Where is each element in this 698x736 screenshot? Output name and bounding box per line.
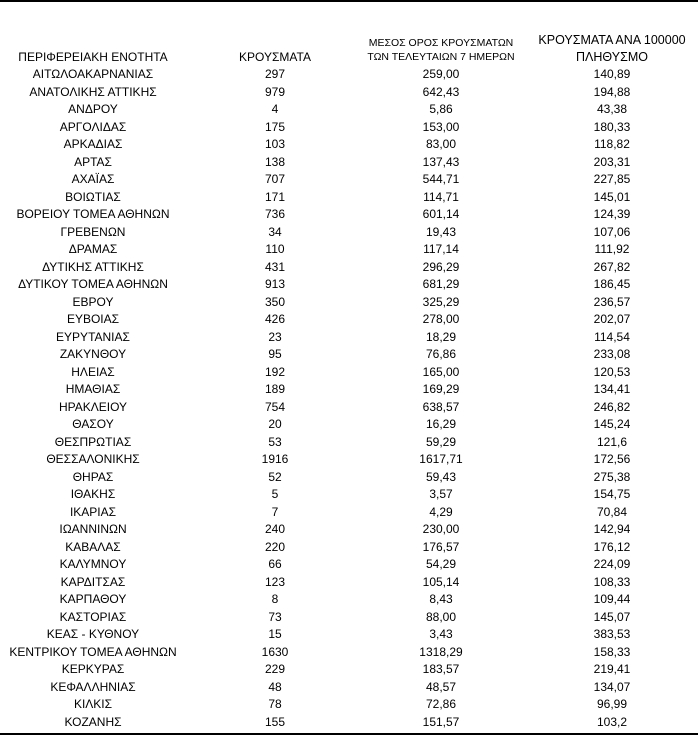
cases-cell: 155 (264, 714, 286, 729)
region-cell: ΚΕΝΤΡΙΚΟΥ ΤΟΜΕΑ ΑΘΗΝΩΝ (9, 644, 177, 659)
avg-7days-cell: 681,29 (422, 277, 460, 291)
cases-cell: 426 (264, 312, 286, 326)
cases-cell: 913 (264, 277, 286, 291)
per-100k-cell: 267,82 (593, 259, 631, 274)
avg-7days-cell: 165,00 (422, 364, 460, 379)
avg-7days-cell: 105,14 (422, 574, 460, 589)
table-row (0, 171, 698, 189)
avg-7days-cell: 48,57 (425, 679, 457, 694)
header-avg-line1: ΜΕΣΟΣ ΟΡΟΣ ΚΡΟΥΣΜΑΤΩΝ (368, 37, 514, 49)
per-100k-cell: 203,31 (593, 154, 631, 169)
region-cell: ΔΥΤΙΚΗΣ ΑΤΤΙΚΗΣ (42, 259, 144, 274)
avg-7days-cell: 325,29 (422, 294, 460, 309)
cases-cell: 4 (271, 102, 279, 116)
region-cell: ΑΡΚΑΔΙΑΣ (63, 137, 123, 151)
header-per-100k (528, 32, 696, 66)
per-100k-cell: 134,41 (593, 382, 631, 396)
per-100k-cell: 140,89 (593, 67, 631, 81)
avg-7days-cell: 117,14 (423, 242, 459, 256)
cases-cell: 23 (268, 329, 282, 344)
cases-cell: 431 (264, 259, 286, 274)
avg-7days-cell: 151,57 (422, 714, 460, 729)
table-row (0, 276, 698, 294)
per-100k-cell: 172,56 (593, 452, 631, 466)
region-cell: ΕΥΒΟΙΑΣ (66, 312, 120, 326)
avg-7days-cell: 230,00 (422, 522, 460, 536)
per-100k-cell: 383,53 (593, 627, 631, 641)
per-100k-cell: 142,94 (593, 522, 631, 536)
avg-7days-cell: 8,43 (429, 592, 453, 606)
per-100k-cell: 114,54 (594, 329, 630, 344)
region-cell: ΑΡΓΟΛΙΔΑΣ (59, 119, 127, 134)
header-per100k-line1: ΚΡΟΥΣΜΑΤΑ ΑΝΑ 100000 (538, 33, 686, 47)
cases-cell: 95 (268, 347, 282, 361)
avg-7days-cell: 153,00 (422, 119, 460, 134)
cases-cell: 15 (268, 627, 282, 641)
cases-cell: 73 (268, 609, 282, 624)
avg-7days-cell: 278,00 (422, 312, 460, 326)
per-100k-cell: 145,01 (593, 189, 631, 204)
cases-cell: 123 (264, 574, 286, 589)
cases-cell: 5 (271, 487, 279, 501)
cases-cell: 192 (264, 364, 286, 379)
avg-7days-cell: 176,57 (422, 539, 460, 554)
per-100k-cell: 224,09 (593, 557, 631, 571)
region-cell: ΚΙΛΚΙΣ (73, 697, 113, 711)
table-row (0, 521, 698, 539)
table-row (0, 84, 698, 102)
cases-cell: 240 (264, 522, 286, 536)
table-row (0, 591, 698, 609)
cases-cell: 138 (264, 154, 286, 169)
region-cell: ΚΕΑΣ - ΚΥΘΝΟΥ (46, 627, 140, 641)
cases-cell: 171 (264, 189, 286, 204)
region-cell: ΚΑΡΔΙΤΣΑΣ (60, 574, 126, 589)
per-100k-cell: 158,33 (593, 644, 631, 659)
region-cell: ΑΡΤΑΣ (74, 154, 112, 169)
table-row (0, 504, 698, 522)
header-cases: ΚΡΟΥΣΜΑΤΑ (239, 50, 311, 64)
table-row (0, 556, 698, 574)
cases-cell: 52 (268, 469, 282, 484)
avg-7days-cell: 642,43 (422, 84, 460, 99)
region-cell: ΘΕΣΣΑΛΟΝΙΚΗΣ (46, 452, 140, 466)
per-100k-cell: 145,24 (593, 417, 631, 431)
avg-7days-cell: 18,29 (425, 329, 457, 344)
table-row (0, 224, 698, 242)
region-cell: ΙΚΑΡΙΑΣ (69, 504, 117, 519)
per-100k-cell: 111,92 (594, 242, 630, 256)
avg-7days-cell: 19,43 (425, 224, 457, 239)
cases-cell: 53 (268, 434, 282, 449)
header-per100k-line2: ΠΛΗΘΥΣΜΟ (576, 50, 648, 64)
table-body (0, 66, 698, 731)
per-100k-cell: 107,06 (593, 224, 631, 239)
cases-cell: 297 (264, 67, 286, 81)
region-cell: ΘΕΣΠΡΩΤΙΑΣ (54, 434, 132, 449)
avg-7days-cell: 1318,29 (419, 644, 463, 659)
region-cell: ΓΡΕΒΕΝΩΝ (60, 224, 126, 239)
per-100k-cell: 180,33 (593, 119, 631, 134)
header-region: ΠΕΡΙΦΕΡΕΙΑΚΗ ΕΝΟΤΗΤΑ (18, 50, 168, 64)
per-100k-cell: 236,57 (593, 294, 631, 309)
table-row (0, 66, 698, 84)
header-avg-line2: ΤΩΝ ΤΕΛΕΥΤΑΙΩΝ 7 ΗΜΕΡΩΝ (367, 51, 515, 63)
cases-cell: 754 (264, 399, 286, 414)
table-row (0, 451, 698, 469)
per-100k-cell: 194,88 (593, 84, 631, 99)
table-row (0, 469, 698, 487)
table-row (0, 416, 698, 434)
per-100k-cell: 219,41 (593, 662, 631, 676)
table-row (0, 399, 698, 417)
avg-7days-cell: 601,14 (422, 207, 460, 221)
per-100k-cell: 154,75 (593, 487, 631, 501)
cases-cell: 78 (268, 697, 282, 711)
region-cell: ΖΑΚΥΝΘΟΥ (59, 347, 127, 361)
table-row (0, 346, 698, 364)
region-cell: ΑΧΑΪΑΣ (71, 172, 115, 186)
per-100k-cell: 233,08 (593, 347, 631, 361)
table-row (0, 486, 698, 504)
table-row (0, 189, 698, 207)
avg-7days-cell: 54,29 (425, 557, 457, 571)
table-row (0, 539, 698, 557)
region-cell: ΗΡΑΚΛΕΙΟΥ (58, 399, 128, 414)
per-100k-cell: 96,99 (596, 697, 628, 711)
per-100k-cell: 176,12 (593, 539, 631, 554)
region-cell: ΒΟΙΩΤΙΑΣ (65, 189, 121, 204)
table-row (0, 696, 698, 714)
table-row (0, 574, 698, 592)
table-row (0, 644, 698, 662)
avg-7days-cell: 59,43 (425, 469, 457, 484)
per-100k-cell: 120,53 (593, 364, 631, 379)
table-row (0, 294, 698, 312)
per-100k-cell: 70,84 (596, 504, 628, 519)
cases-cell: 66 (268, 557, 282, 571)
table-row (0, 259, 698, 277)
table-row (0, 241, 698, 259)
table-row (0, 329, 698, 347)
avg-7days-cell: 544,71 (422, 172, 460, 186)
avg-7days-cell: 83,00 (425, 137, 457, 151)
avg-7days-cell: 137,43 (422, 154, 460, 169)
per-100k-cell: 145,07 (593, 609, 631, 624)
region-cell: ΗΛΕΙΑΣ (71, 364, 115, 379)
cases-cell: 20 (268, 417, 282, 431)
cases-cell: 8 (271, 592, 279, 606)
region-cell: ΙΩΑΝΝΙΝΩΝ (59, 522, 127, 536)
cases-cell: 736 (264, 207, 286, 221)
avg-7days-cell: 59,29 (425, 434, 457, 449)
region-cell: ΚΟΖΑΝΗΣ (64, 714, 122, 729)
table-row (0, 679, 698, 697)
avg-7days-cell: 3,57 (429, 487, 453, 501)
avg-7days-cell: 3,43 (429, 627, 453, 641)
avg-7days-cell: 638,57 (422, 399, 460, 414)
region-cell: ΚΑΛΥΜΝΟΥ (59, 557, 127, 571)
cases-cell: 34 (268, 224, 282, 239)
bottom-rule (0, 733, 698, 735)
table-row (0, 661, 698, 679)
cases-cell: 110 (265, 242, 285, 256)
table-row (0, 714, 698, 732)
cases-cell: 979 (264, 84, 286, 99)
per-100k-cell: 109,44 (593, 592, 631, 606)
cases-cell: 707 (264, 172, 286, 186)
table-row (0, 136, 698, 154)
header-avg-7days (355, 36, 527, 64)
per-100k-cell: 103,2 (596, 714, 628, 729)
per-100k-cell: 202,07 (593, 312, 631, 326)
per-100k-cell: 134,07 (593, 679, 631, 694)
cases-cell: 1630 (261, 644, 289, 659)
table-row (0, 434, 698, 452)
table-row (0, 119, 698, 137)
table-row (0, 154, 698, 172)
per-100k-cell: 124,39 (593, 207, 631, 221)
cases-cell: 103 (264, 137, 286, 151)
cases-cell: 1916 (261, 452, 289, 466)
avg-7days-cell: 72,86 (425, 697, 457, 711)
region-cell: ΗΜΑΘΙΑΣ (65, 382, 121, 396)
region-cell: ΚΕΡΚΥΡΑΣ (61, 662, 125, 676)
per-100k-cell: 108,33 (593, 574, 631, 589)
per-100k-cell: 275,38 (593, 469, 631, 484)
table-row (0, 101, 698, 119)
table-row (0, 311, 698, 329)
per-100k-cell: 121,6 (596, 434, 628, 449)
cases-cell: 7 (271, 504, 279, 519)
region-cell: ΑΝΔΡΟΥ (68, 102, 118, 116)
region-cell: ΑΝΑΤΟΛΙΚΗΣ ΑΤΤΙΚΗΣ (29, 84, 157, 99)
cases-cell: 229 (264, 662, 286, 676)
region-cell: ΚΕΦΑΛΛΗΝΙΑΣ (50, 679, 136, 694)
region-cell: ΚΑΒΑΛΑΣ (65, 539, 121, 554)
region-cell: ΘΑΣΟΥ (72, 417, 114, 431)
table-row (0, 381, 698, 399)
per-100k-cell: 186,45 (593, 277, 631, 291)
avg-7days-cell: 88,00 (425, 609, 457, 624)
table-row (0, 609, 698, 627)
avg-7days-cell: 169,29 (422, 382, 460, 396)
cases-cell: 220 (264, 539, 286, 554)
region-cell: ΒΟΡΕΙΟΥ ΤΟΜΕΑ ΑΘΗΝΩΝ (16, 207, 170, 221)
cases-cell: 175 (264, 119, 286, 134)
per-100k-cell: 227,85 (593, 172, 631, 186)
region-cell: ΚΑΣΤΟΡΙΑΣ (59, 609, 127, 624)
per-100k-cell: 246,82 (593, 399, 631, 414)
per-100k-cell: 118,82 (594, 137, 630, 151)
avg-7days-cell: 5,86 (429, 102, 453, 116)
region-cell: ΙΘΑΚΗΣ (70, 487, 116, 501)
region-cell: ΑΙΤΩΛΟΑΚΑΡΝΑΝΙΑΣ (32, 67, 154, 81)
table-row (0, 364, 698, 382)
table-row (0, 206, 698, 224)
region-cell: ΔΥΤΙΚΟΥ ΤΟΜΕΑ ΑΘΗΝΩΝ (18, 277, 168, 291)
avg-7days-cell: 296,29 (422, 259, 460, 274)
region-cell: ΕΥΡΥΤΑΝΙΑΣ (56, 329, 130, 344)
avg-7days-cell: 259,00 (422, 67, 460, 81)
avg-7days-cell: 1617,71 (419, 452, 463, 466)
cases-cell: 48 (268, 679, 282, 694)
avg-7days-cell: 16,29 (425, 417, 457, 431)
table-row (0, 626, 698, 644)
cases-cell: 350 (264, 294, 286, 309)
avg-7days-cell: 183,57 (422, 662, 460, 676)
region-cell: ΚΑΡΠΑΘΟΥ (59, 592, 127, 606)
cases-cell: 189 (264, 382, 286, 396)
avg-7days-cell: 4,29 (429, 504, 453, 519)
table-header (0, 28, 698, 66)
top-rule (0, 0, 698, 2)
avg-7days-cell: 114,71 (423, 189, 459, 204)
per-100k-cell: 43,38 (596, 102, 628, 116)
region-cell: ΘΗΡΑΣ (72, 469, 114, 484)
avg-7days-cell: 76,86 (425, 347, 457, 361)
region-cell: ΕΒΡΟΥ (72, 294, 114, 309)
region-cell: ΔΡΑΜΑΣ (68, 242, 118, 256)
